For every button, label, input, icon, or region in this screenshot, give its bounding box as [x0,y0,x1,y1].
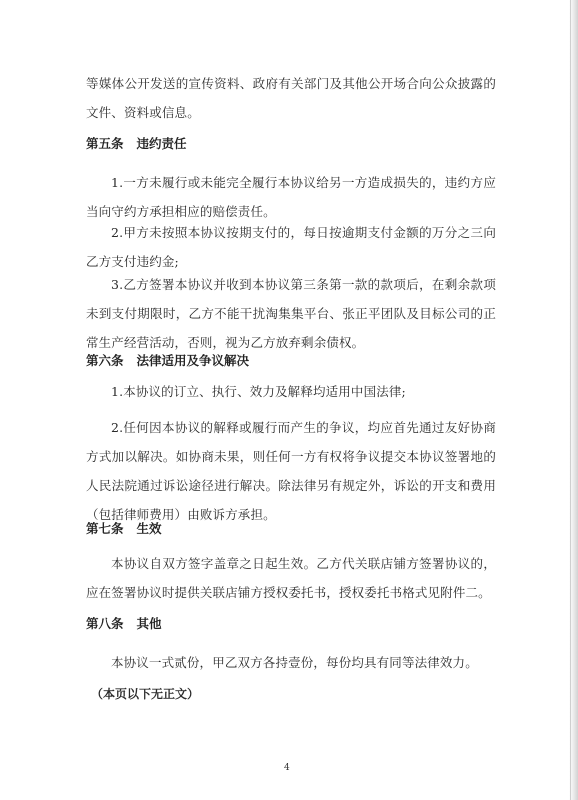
section-5-number: 第五条 [86,136,124,151]
section-6-paragraph-2: 2.任何因本协议的解释或履行而产生的争议，均应首先通过友好协商方式加以解决。如协商未果，则任何一方有权将争议提交本协议签署地的人民法院通过诉讼途径进行解决。除法律另有规定外，诉讼的开支和费用（包括律师费用）由败诉方承担。 [86,420,496,522]
closing-note: （本页以下无正文） [91,687,200,701]
section-7-title: 生效 [136,521,162,536]
section-6-heading [86,351,249,371]
section-7-number: 第七条 [86,521,124,536]
section-8-paragraph-1: 本协议一式贰份，甲乙双方各持壹份，每份均具有同等法律效力。 [111,655,478,670]
section-5-paragraph-2: 2.甲方未按照本协议按期支付的，每日按逾期支付金额的万分之三向乙方支付违约金; [86,225,496,269]
section-8-heading [86,614,162,634]
section-8-title: 其他 [136,616,162,631]
section-6-title: 法律适用及争议解决 [136,353,250,368]
section-5-paragraph-3: 3.乙方签署本协议并收到本协议第三条第一款的款项后，在剩余款项未到支付期限时，乙方不能干扰淘集集平台、张正平团队及目标公司的正常生产经营活动，否则，视为乙方放弃剩余债权。 [86,277,496,350]
section-5-heading [86,134,187,154]
section-6-number: 第六条 [86,353,124,368]
section-7-heading [86,519,162,539]
page-number: 4 [284,763,290,773]
page-edge-line [570,0,571,800]
intro-continuation-paragraph: 等媒体公开发送的宣传资料、政府有关部门及其他公开场合向公众披露的文件、资料或信息。 [86,76,496,120]
section-5-title: 违约责任 [136,136,187,151]
section-5-paragraph-1: 1.一方未履行或未能完全履行本协议给另一方造成损失的，违约方应当向守约方承担相应的赔偿责任。 [86,175,496,219]
section-8-number: 第八条 [86,616,124,631]
section-6-paragraph-1: 1.本协议的订立、执行、效力及解释均适用中国法律; [111,384,406,399]
section-7-paragraph-1: 本协议自双方签字盖章之日起生效。乙方代关联店铺方签署协议的，应在签署协议时提供关联店铺方授权委托书，授权委托书格式见附件二。 [86,556,496,600]
